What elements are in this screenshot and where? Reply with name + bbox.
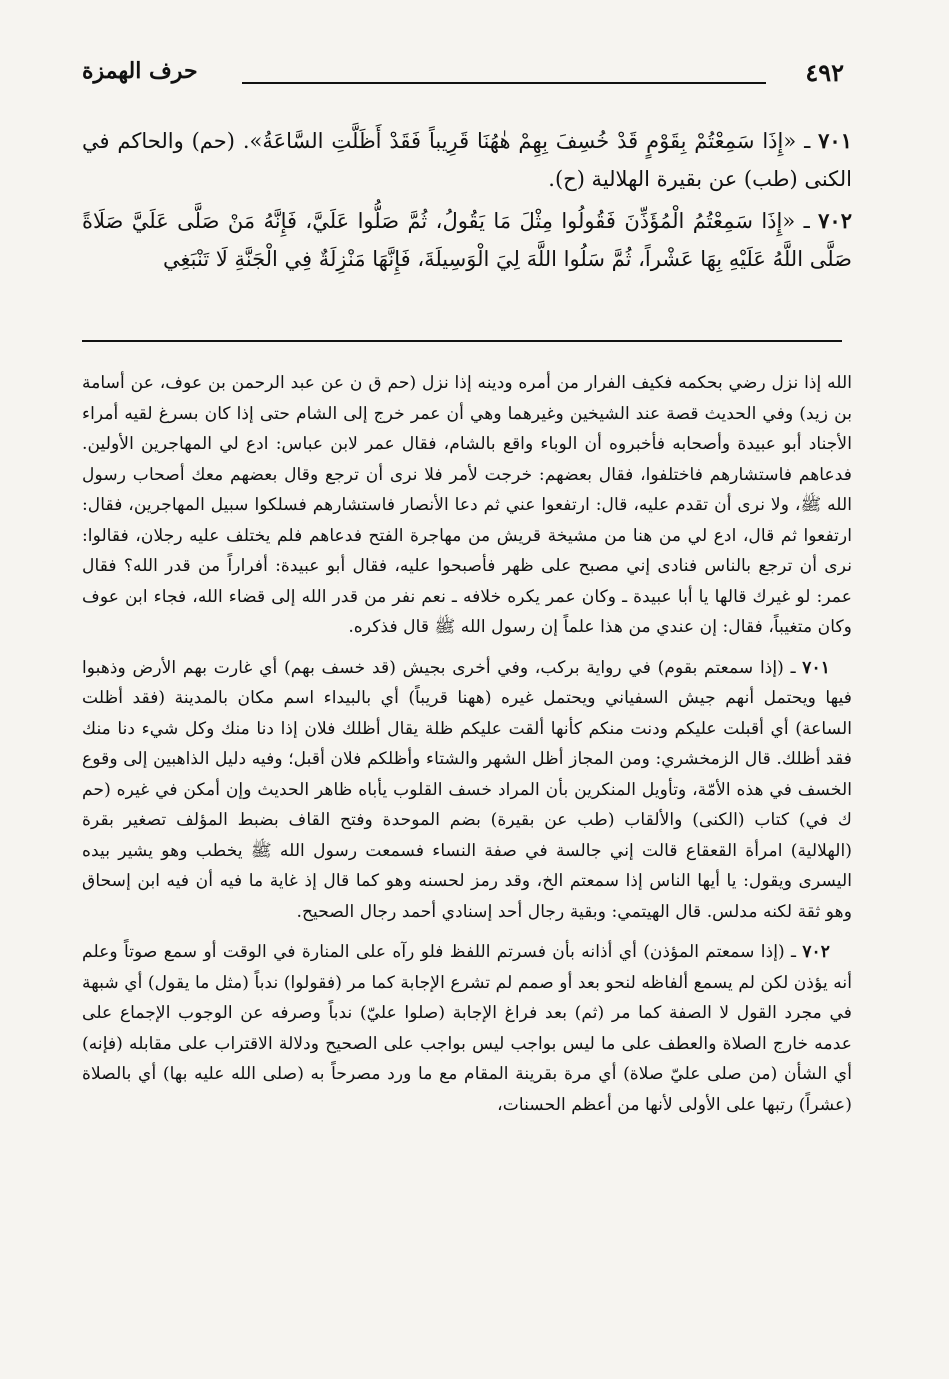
page-header — [82, 58, 844, 92]
hadith-number: ٧٠٢ — [818, 208, 852, 233]
commentary-text: الله إذا نزل رضي بحكمه فكيف الفرار من أمره ودينه إذا نزل (حم ق ن عن عبد الرحمن بن عوف، عن أسامة بن زيد) وفي الحديث قصة عند الشيخين وغيرهما وهي أن عمر خرج إلى الشام حتى إذا كان بسرغ لقيه أمراء الأجناد أبو عبيدة وأصحابه فأخبروه أن الوباء واقع بالشام، فقال عمر لابن عباس: ادع لي المهاجرين الأولين. فدعاهم فاستشارهم فاختلفوا، فقال بعضهم: خرجت لأمر فلا نرى أن ترجع وقال بعضهم معك أصحاب رسول الله ﷺ، ولا نرى أن تقدم عليه، قال: ارتفعوا عني ثم دعا الأنصار فاستشارهم فسلكوا سبيل المهاجرين، فقال: ارتفعوا ثم قال، ادع لي من هنا من مشيخة قريش من مهاجرة الفتح فدعاهم فلم يختلف عليه رجلان، فقالوا: نرى أن ترجع بالناس فنادى إني مصبح على ظهر فأصبحوا عليه، فقال أبو عبيدة: أفراراً من قدر الله؟ فقال عمر: لو غيرك قالها يا أبا عبيدة ـ وكان عمر يكره خلافه ـ نعم نفر من قدر الله إلى قضاء الله، فجاء ابن عوف وكان متغيباً، فقال: إن عندي من هذا علماً إن رسول الله ﷺ قال فذكره. — [82, 373, 852, 637]
hadith-text: «إِذَا سَمِعْتُمْ بِقَوْمٍ قَدْ خُسِفَ بِهِمْ هٰهُنَا قَرِيباً فَقَدْ أَظَلَّتِ السَّاعَةُ». (حم) والحاكم في الكنى (طب) عن بقيرة الهلالية (ح). — [82, 129, 852, 191]
hadith-number: ٧٠١ — [818, 128, 852, 153]
footnote-separator — [82, 340, 842, 342]
header-rule — [242, 82, 766, 84]
commentary-text: (إذا سمعتم بقوم) في رواية بركب، وفي أخرى بجيش (قد خسف بهم) أي غارت بهم الأرض وذهبوا فيها ويحتمل أنهم جيش السفياني ويحتمل غيره (ههنا قريباً) أي بالبيداء اسم مكان بالمدينة (فقد أظلت الساعة) أي أقبلت عليكم ودنت منكم كأنها ألقت عليكم ظلة يقال أظلك فلان إذا دنا منك وكل شيء دنا منك فقد أظلك. قال الزمخشري: ومن المجاز أظل الشهر والشتاء وأظلكم فلان أقبل؛ وفيه دليل الذاهبين إلى وقوع الخسف في هذه الأمّة، وتأويل المنكرين بأن المراد خسف القلوب يأباه ظاهر الحديث وإن أمكن في غيره (حم ك في) كتاب (الكنى) والألقاب (طب عن بقيرة) بضم الموحدة وفتح القاف بضبط المؤلف تصغير بقرة (الهلالية) امرأة القعقاع قالت إني جالسة في صفة النساء فسمعت رسول الله ﷺ يخطب وهو يشير بيده اليسرى ويقول: يا أيها الناس إذا سمعتم الخ، وقد رمز لحسنه وهو كما قال إذ غاية ما فيه أن فيه ابن إسحاق وهو ثقة لكنه مدلس. قال الهيتمي: وبقية رجال أحد إسنادي أحمد رجال الصحيح. — [82, 657, 852, 922]
commentary-paragraph: ٧٠٢ ـ (إذا سمعتم المؤذن) أي أذانه بأن فسرتم اللفظ فلو رآه على المنارة في الوقت أو سمع صوتاً وعلم أنه يؤذن لكن لم يسمع ألفاظه لنحو بعد أو صمم لم تشرع الإجابة كما مر (فقولوا) ندباً (مثل ما يقول) أي شبهة في مجرد القول لا الصفة كما مر (ثم) بعد فراغ الإجابة (صلوا عليّ) ندباً وصرفه عن الوجوب الإجماع على عدمه خارج الصلاة والعطف على ما ليس بواجب ليس بواجب على الصحيح ودلالة الاقتراب على مقابله (فإنه) أي الشأن (من صلى عليّ صلاة) أي مرة بقرينة المقام مع ما ورد مصرحاً به (صلى الله عليه بها) أي بالصلاة (عشراً) رتبها على الأولى لأنها من أعظم الحسنات، — [82, 942, 852, 1115]
commentary-paragraph: ٧٠١ ـ (إذا سمعتم بقوم) في رواية بركب، وفي أخرى بجيش (قد خسف بهم) أي غارت بهم الأرض وذهبوا فيها ويحتمل أنهم جيش السفياني ويحتمل غيره (ههنا قريباً) أي بالبيداء اسم مكان بالمدينة (فقد أظلت الساعة) أي أقبلت عليكم ودنت منكم كأنها ألقت عليكم ظلة يقال أظلك فلان إذا دنا منك وكل شيء دنا منك فقد أظلك. قال الزمخشري: ومن المجاز أظل الشهر والشتاء وأظلكم فلان أقبل؛ وفيه دليل الذاهبين إلى وقوع الخسف في هذه الأمّة، وتأويل المنكرين بأن المراد خسف القلوب يأباه ظاهر الحديث وإن أمكن في غيره (حم ك في) كتاب (الكنى) والألقاب (طب عن بقيرة) بضم الموحدة وفتح القاف بضبط المؤلف تصغير بقرة (الهلالية) امرأة القعقاع قالت إني جالسة في صفة النساء فسمعت رسول الله ﷺ يخطب وهو يشير بيده اليسرى ويقول: يا أيها الناس إذا سمعتم الخ، وقد رمز لحسنه وهو كما قال إذ غاية ما فيه أن فيه ابن إسحاق وهو ثقة لكنه مدلس. قال الهيتمي: وبقية رجال أحد إسنادي أحمد رجال الصحيح. — [82, 657, 852, 922]
hadith-text: «إِذَا سَمِعْتُمُ الْمُؤَذِّنَ فَقُولُوا مِثْلَ مَا يَقُولُ، ثُمَّ صَلُّوا عَلَيَّ، فَإِنَّهُ مَنْ صَلَّى عَلَيَّ صَلَاةً صَلَّى اللَّهُ عَلَيْهِ بِهَا عَشْراً، ثُمَّ سَلُوا اللَّهَ لِيَ الْوَسِيلَةَ، فَإِنَّهَا مَنْزِلَةٌ فِي الْجَنَّةِ لَا تَنْبَغِي — [82, 209, 852, 271]
commentary-text: (إذا سمعتم المؤذن) أي أذانه بأن فسرتم اللفظ فلو رآه على المنارة في الوقت أو سمع صوتاً وعلم أنه يؤذن لكن لم يسمع ألفاظه لنحو بعد أو صمم لم تشرع الإجابة كما مر (فقولوا) ندباً (مثل ما يقول) أي شبهة في مجرد القول لا الصفة كما مر (ثم) بعد فراغ الإجابة (صلوا عليّ) ندباً وصرفه عن الوجوب الإجماع على عدمه خارج الصلاة والعطف على ما ليس بواجب ليس بواجب على الصحيح ودلالة الاقتراب على مقابله (فإنه) أي الشأن (من صلى عليّ صلاة) أي مرة بقرينة المقام مع ما ورد مصرحاً به (صلى الله عليه بها) أي بالصلاة (عشراً) رتبها على الأولى لأنها من أعظم الحسنات، — [82, 942, 852, 1115]
hadith-section — [82, 122, 852, 282]
commentary-number: ٧٠١ — [802, 657, 830, 678]
hadith-entry: ٧٠٢ ـ «إِذَا سَمِعْتُمُ الْمُؤَذِّنَ فَقُولُوا مِثْلَ مَا يَقُولُ، ثُمَّ صَلُّوا عَلَيَّ، فَإِنَّهُ مَنْ صَلَّى عَلَيَّ صَلَاةً صَلَّى اللَّهُ عَلَيْهِ بِهَا عَشْراً، ثُمَّ سَلُوا اللَّهَ لِيَ الْوَسِيلَةَ، فَإِنَّهَا مَنْزِلَةٌ فِي الْجَنَّةِ لَا تَنْبَغِي — [82, 208, 852, 271]
commentary-paragraph — [82, 368, 852, 643]
commentary-number: ٧٠٢ — [802, 942, 831, 962]
hadith-entry: ٧٠١ ـ «إِذَا سَمِعْتُمْ بِقَوْمٍ قَدْ خُسِفَ بِهِمْ هٰهُنَا قَرِيباً فَقَدْ أَظَلَّتِ السَّاعَةُ». (حم) والحاكم في الكنى (طب) عن بقيرة الهلالية (ح). — [82, 128, 852, 191]
chapter-title: حرف الهمزة — [82, 58, 198, 84]
page-number: ٤٩٢ — [805, 58, 844, 87]
commentary-section — [82, 368, 852, 1130]
